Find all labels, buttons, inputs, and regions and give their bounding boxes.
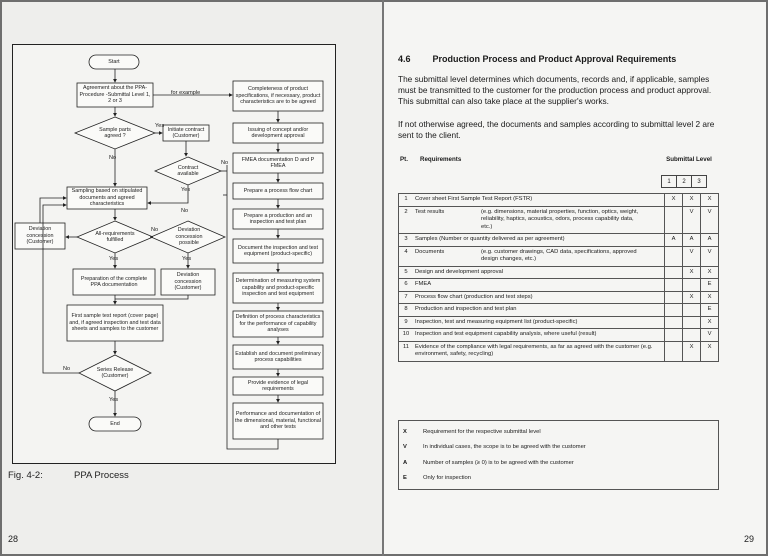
level-3-cell: X [701, 341, 719, 361]
row-number: 4 [399, 246, 414, 266]
table-row [399, 329, 719, 342]
requirement-cell [413, 316, 665, 329]
level-1-header: 1 [661, 175, 677, 188]
level-2-cell: X [683, 341, 701, 361]
level-2-cell [683, 304, 701, 317]
table-row [399, 291, 719, 304]
level-2-cell: X [683, 266, 701, 279]
row-number: 10 [399, 329, 414, 342]
level-1-cell [665, 329, 683, 342]
start-terminal: Start [108, 58, 120, 65]
legend-row [403, 471, 714, 487]
performance-docs-box: Performance and documentation of the dimensional, material, functional and other tests [235, 411, 321, 431]
level-3-cell: X [701, 316, 719, 329]
requirement-text: Documents [415, 248, 445, 255]
requirement-text: Test results [415, 208, 445, 215]
col-header-submittal: Submittal Level [666, 156, 712, 163]
figure-title: PPA Process [74, 470, 129, 481]
row-number: 2 [399, 206, 414, 234]
yes-label-1: Yes [155, 123, 165, 129]
requirements-table [398, 193, 719, 362]
requirement-cell [413, 279, 665, 292]
level-1-cell [665, 341, 683, 361]
legend-row [403, 440, 714, 456]
level-1-cell [665, 246, 683, 266]
table-row [399, 246, 719, 266]
requirement-cell [413, 304, 665, 317]
legend-text: Only for inspection [423, 475, 472, 482]
legend-text: Requirement for the respective submittal level [423, 428, 541, 435]
row-number: 5 [399, 266, 414, 279]
yes-label-3: Yes [182, 256, 192, 262]
requirement-cell [413, 206, 665, 234]
no-label-3: No [63, 366, 71, 372]
table-row [399, 266, 719, 279]
agreement-box: Agreement about the PPA-Procedure -Submittal Level 1, 2 or 3 [79, 85, 151, 105]
level-3-cell: V [701, 329, 719, 342]
level-2-cell [683, 316, 701, 329]
table-row [399, 194, 719, 207]
for-example-label: for example [171, 90, 201, 96]
level-2-cell: X [683, 194, 701, 207]
requirement-text: Design and development approval [415, 268, 503, 275]
level-3-cell: X [701, 291, 719, 304]
measuring-capability-box: Determination of measuring system capability and product-specific inspection and test equipment [235, 278, 321, 298]
default-level-paragraph: If not otherwise agreed, the documents and samples according to submittal level 2 are sent to the client. [398, 119, 715, 141]
level-2-cell [683, 279, 701, 292]
series-release-decision: Series Release (Customer) [96, 366, 134, 379]
legend-text: In individual cases, the scope is to be agreed with the customer [423, 444, 586, 451]
requirement-detail: (e.g. customer drawings, CAD data, specifications, approved design changes, etc.) [481, 248, 637, 263]
figure-label: Fig. 4-2: [8, 470, 43, 481]
col-header-pt: Pt. [400, 156, 408, 163]
section-title: Production Process and Product Approval Requirements [432, 54, 677, 64]
no-label-1: No [109, 155, 117, 161]
requirement-text: Cover sheet First Sample Test Report (FSTR) [415, 196, 533, 202]
requirement-text: FMEA [415, 281, 432, 288]
ppa-process-flowchart [12, 44, 336, 464]
definition-characteristics-box: Definition of process characteristics for the performance of capability analyses [235, 314, 321, 334]
end-terminal: End [110, 420, 120, 427]
level-2-cell: V [683, 246, 701, 266]
level-2-cell: A [683, 234, 701, 247]
row-number: 3 [399, 234, 414, 247]
page-number-right: 29 [743, 534, 754, 544]
table-row [399, 304, 719, 317]
no-label-2: No [151, 227, 159, 233]
level-2-cell [683, 329, 701, 342]
intro-paragraph: The submittal level determines which documents, records and, if applicable, samples must be transmitted to the customer for the production process and product approval. This submittal can also take place at the supplier's works. [398, 74, 712, 107]
legal-requirements-box: Provide evidence of legal requirements [247, 379, 309, 392]
requirement-cell [413, 341, 665, 361]
requirement-cell [413, 291, 665, 304]
requirement-text: Production and inspection and test plan [415, 306, 517, 313]
requirement-text: Samples (Number or quantity delivered as per agreement) [415, 236, 565, 243]
level-3-cell: X [701, 194, 719, 207]
preparation-ppa-box: Preparation of the complete PPA documentation [80, 275, 148, 288]
all-requirements-decision: All-requirements fulfilled [95, 230, 135, 243]
requirement-cell [413, 234, 665, 247]
legend-key: E [403, 475, 407, 482]
level-1-cell: A [665, 234, 683, 247]
level-3-cell: X [701, 266, 719, 279]
issuing-concept-box: Issuing of concept and/or development approval [247, 126, 309, 139]
yes-label-4: Yes [109, 397, 119, 403]
yes-contract-label: Yes [181, 187, 191, 193]
row-number: 1 [399, 194, 414, 207]
requirement-cell [413, 246, 665, 266]
page-number-left: 28 [8, 534, 19, 544]
level-3-cell: V [701, 246, 719, 266]
table-row [399, 206, 719, 234]
production-plan-box: Prepare a production and an inspection and test plan [243, 212, 313, 225]
level-3-cell: A [701, 234, 719, 247]
contract-available-decision: Contract available [177, 164, 199, 177]
row-number: 11 [399, 341, 414, 361]
requirement-detail: (e.g. dimensions, material properties, function, optics, weight, reliability, haptics, acoustics, odors, process capability data, etc.) [481, 208, 639, 230]
table-row [399, 316, 719, 329]
preliminary-capabilities-box: Establish and document preliminary process capabilities [235, 350, 321, 363]
requirement-cell [413, 194, 665, 207]
document-equipment-box: Document the inspection and test equipment (product-specific) [237, 244, 318, 257]
completeness-box: Completeness of product specifications, if necessary, product characteristics are to be agreed [235, 86, 321, 106]
right-page [384, 2, 766, 554]
row-number: 9 [399, 316, 414, 329]
level-1-cell [665, 206, 683, 234]
left-page [2, 2, 382, 554]
row-number: 7 [399, 291, 414, 304]
first-sample-report-box: First sample test report (cover page) and, if agreed inspection and test data sheets and samples to the customer [69, 313, 161, 333]
fmea-box: FMEA documentation D and P FMEA [241, 156, 315, 169]
level-header-row [662, 175, 707, 188]
level-3-cell: E [701, 279, 719, 292]
table-row [399, 279, 719, 292]
requirement-cell [413, 329, 665, 342]
sampling-box: Sampling based on stipulated documents and agreed characteristics [71, 188, 143, 208]
col-header-requirements: Requirements [420, 156, 462, 163]
level-2-cell: V [683, 206, 701, 234]
deviation-possible-decision: Deviation concession possible [175, 227, 203, 247]
legend-key: X [403, 428, 407, 435]
no-contract-down-label: No [181, 208, 189, 214]
section-heading [398, 54, 676, 64]
section-number: 4.6 [398, 54, 411, 64]
process-flow-box: Prepare a process flow chart [243, 187, 313, 194]
legend-row [403, 455, 714, 471]
level-3-header: 3 [691, 175, 707, 188]
row-number: 8 [399, 304, 414, 317]
deviation-customer-box: Deviation concession (Customer) [174, 272, 202, 292]
legend-text: Number of samples (≥ 0) is to be agreed with the customer [423, 459, 574, 466]
level-3-cell: V [701, 206, 719, 234]
level-2-header: 2 [676, 175, 692, 188]
sample-parts-decision: Sample parts agreed ? [99, 126, 131, 139]
row-number: 6 [399, 279, 414, 292]
no-contract-label: No [221, 160, 229, 166]
legend-key: A [403, 459, 408, 466]
level-1-cell [665, 279, 683, 292]
yes-label-2: Yes [109, 256, 119, 262]
level-1-cell [665, 291, 683, 304]
legend-key: V [403, 444, 407, 451]
requirement-text: Evidence of the compliance with legal requirements, as far as agreed with the customer (e.g. environment, safety, recycling) [415, 343, 653, 358]
requirement-text: Process flow chart (production and test steps) [415, 293, 533, 300]
level-1-cell [665, 266, 683, 279]
level-1-cell [665, 316, 683, 329]
requirement-cell [413, 266, 665, 279]
legend-box [398, 420, 719, 490]
table-row [399, 234, 719, 247]
level-1-cell [665, 304, 683, 317]
level-2-cell: X [683, 291, 701, 304]
deviation-left-box: Deviation concession (Customer) [26, 226, 54, 246]
level-3-cell: E [701, 304, 719, 317]
table-row [399, 341, 719, 361]
level-1-cell: X [665, 194, 683, 207]
requirement-text: Inspection, test and measuring equipment list (product-specific) [415, 318, 578, 325]
initiate-contract-box: Initiate contract (Customer) [167, 126, 205, 139]
requirement-text: Inspection and test equipment capability analysis, where useful (result) [415, 331, 597, 338]
legend-row [403, 424, 714, 440]
